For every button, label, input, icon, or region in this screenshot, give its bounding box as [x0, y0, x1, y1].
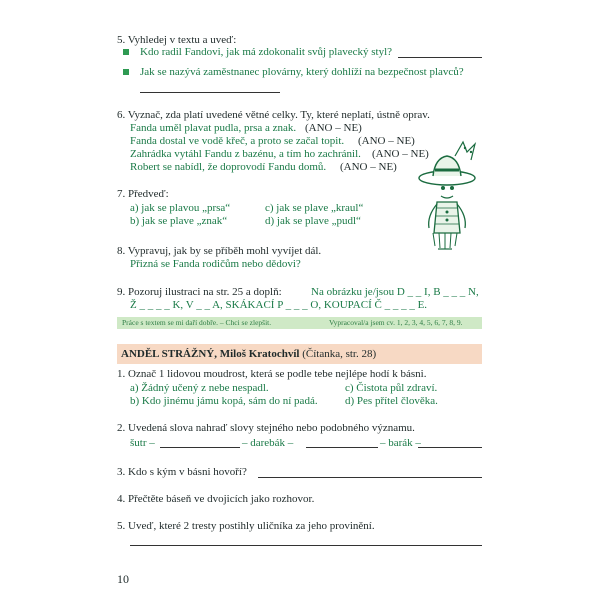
p3-heading: 3. Kdo s kým v básni hovoří? — [117, 466, 247, 478]
q7-option-c: c) jak se plave „kraul“ — [265, 202, 364, 214]
q5-heading: 5. Vyhledej v textu a uveď: — [117, 34, 237, 46]
answer-line — [130, 545, 482, 546]
self-assessment-banner — [117, 317, 482, 329]
p2-word-3: – barák – — [380, 437, 421, 449]
q6-statement-4: Robert se nabídl, že doprovodí Fandu domů. — [130, 161, 327, 173]
answer-line — [140, 92, 280, 93]
section-title-wrap — [121, 347, 376, 361]
q6-statement-2: Fanda dostal ve vodě křeč, a proto se začal topit. — [130, 135, 345, 147]
bullet-icon — [123, 69, 129, 75]
p2-word-1: šutr – — [130, 437, 155, 449]
p2-heading: 2. Uvedená slova nahraď slovy stejného nebo podobného významu. — [117, 422, 415, 434]
p1-option-d: d) Pes přítel člověka. — [345, 395, 438, 407]
q9-instruction: 9. Pozoruj ilustraci na str. 25 a doplň: — [117, 286, 282, 298]
q6-heading: 6. Vyznač, zda platí uvedené větné celky. Ty, které neplatí, ústně oprav. — [117, 109, 430, 121]
bullet-icon — [123, 49, 129, 55]
q5-bullet-1: Kdo radil Fandovi, jak má zdokonalit svůj plavecký styl? — [140, 46, 393, 58]
q7-option-b: b) jak se plave „znak“ — [130, 215, 228, 227]
section-source: (Čítanka, str. 28) — [302, 348, 377, 360]
q6-choice-3: (ANO – NE) — [372, 148, 429, 160]
q6-statement-3: Zahrádka vytáhl Fandu z bazénu, a tím ho zachránil. — [130, 148, 361, 160]
banner-right-text: Vypracoval/a jsem cv. 1, 2, 3, 4, 5, 6, 7, 8, 9. — [329, 318, 463, 327]
q8-line-1: 8. Vypravuj, jak by se příběh mohl vyvíjet dál. — [117, 245, 322, 257]
q7-option-d: d) jak se plave „pudl“ — [265, 215, 361, 227]
answer-line — [418, 447, 482, 448]
q6-choice-4: (ANO – NE) — [340, 161, 397, 173]
lifeguard-illustration — [405, 138, 490, 253]
answer-line — [258, 477, 482, 478]
answer-line — [160, 447, 240, 448]
q9-fill-1: Na obrázku je/jsou D _ _ I, B _ _ _ N, — [311, 286, 479, 298]
q7-option-a: a) jak se plavou „prsa“ — [130, 202, 231, 214]
q6-statement-1: Fanda uměl plavat pudla, prsa a znak. — [130, 122, 297, 134]
answer-line — [398, 57, 482, 58]
q9-fill-2: Ž _ _ _ _ K, V _ _ A, SKÁKACÍ P _ _ _ O, KOUPACÍ Č _ _ _ _ E. — [130, 299, 428, 311]
p4-heading: 4. Přečtěte báseň ve dvojicích jako rozhovor. — [117, 493, 315, 505]
q7-heading: 7. Předveď: — [117, 188, 169, 200]
q6-choice-2: (ANO – NE) — [358, 135, 415, 147]
p2-word-2: – darebák – — [242, 437, 294, 449]
page-number: 10 — [117, 572, 129, 586]
q6-choice-1: (ANO – NE) — [305, 122, 362, 134]
banner-left-text: Práce s textem se mi daří dobře. – Chci se zlepšit. — [122, 318, 272, 327]
section-header — [117, 344, 482, 364]
p1-heading: 1. Označ 1 lidovou moudrost, která se podle tebe nejlépe hodí k básni. — [117, 368, 427, 380]
p1-option-a: a) Žádný učený z nebe nespadl. — [130, 382, 269, 394]
q5-bullet-2: Jak se nazývá zaměstnanec plovárny, který dohlíží na bezpečnost plavců? — [140, 66, 464, 78]
p1-option-b: b) Kdo jinému jámu kopá, sám do ní padá. — [130, 395, 318, 407]
p1-option-c: c) Čistota půl zdraví. — [345, 382, 438, 394]
p5-heading: 5. Uveď, které 2 tresty postihly uličníka za jeho provinění. — [117, 520, 375, 532]
answer-line — [306, 447, 378, 448]
q8-line-2: Přizná se Fanda rodičům nebo dědovi? — [130, 258, 301, 270]
section-title: ANDĚL STRÁŽNÝ, Miloš Kratochvíl — [121, 348, 300, 360]
